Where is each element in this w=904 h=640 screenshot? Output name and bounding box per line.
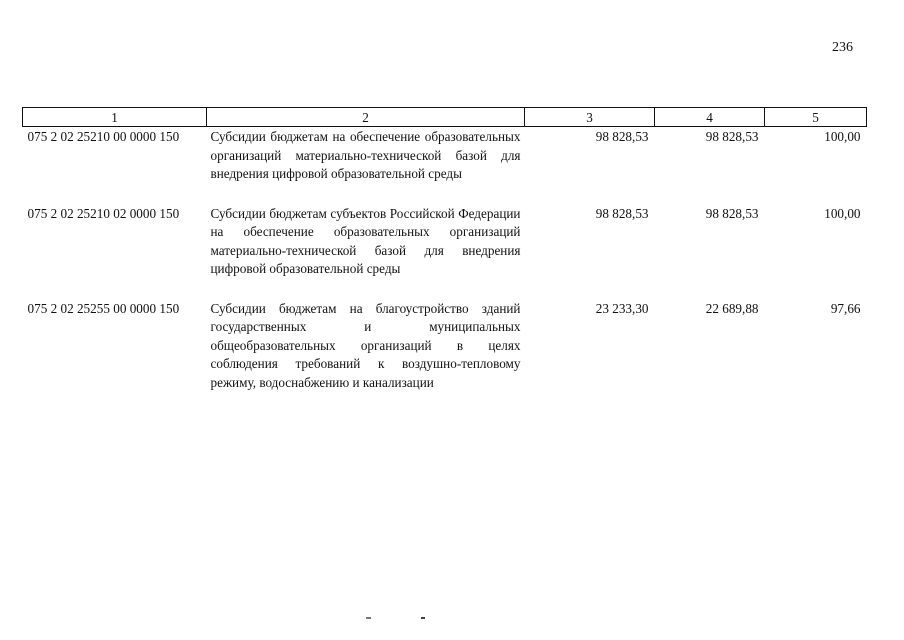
value-col5: 100,00 bbox=[824, 205, 861, 221]
header-cell-1: 1 bbox=[23, 108, 207, 127]
value-col3: 23 233,30 bbox=[595, 300, 649, 316]
row-description: Субсидии бюджетам на обеспечение образовательных организаций материально-технической базой для внедрения цифровой образовательной среды bbox=[210, 129, 521, 181]
table-row bbox=[23, 204, 867, 279]
value-col3: 98 828,53 bbox=[595, 129, 649, 144]
table-body bbox=[23, 127, 867, 393]
scan-dot bbox=[366, 617, 371, 619]
row-spacer bbox=[23, 279, 867, 299]
budget-code: 075 2 02 25210 00 0000 150 bbox=[27, 129, 180, 144]
header-cell-4: 4 bbox=[655, 108, 765, 127]
table-row bbox=[23, 127, 867, 184]
value-col5: 100,00 bbox=[824, 129, 861, 144]
value-col4: 98 828,53 bbox=[705, 129, 759, 144]
row-spacer bbox=[23, 184, 867, 204]
header-cell-5: 5 bbox=[765, 108, 867, 127]
value-col3: 98 828,53 bbox=[595, 205, 649, 221]
table-row bbox=[23, 299, 867, 393]
value-col5: 97,66 bbox=[830, 300, 861, 316]
page-number: 236 bbox=[832, 40, 853, 55]
budget-code: 075 2 02 25255 00 0000 150 bbox=[27, 300, 180, 316]
budget-table bbox=[22, 107, 867, 392]
row-description: Субсидии бюджетам на благоустройство зданий государственных и муниципальных общеобразовательных организаций в целях соблюдения требований к воздушно-тепловому режиму, водоснабжению и канализации bbox=[210, 300, 521, 390]
value-col4: 98 828,53 bbox=[705, 205, 759, 221]
header-cell-3: 3 bbox=[525, 108, 655, 127]
scan-dash bbox=[421, 617, 425, 619]
header-cell-2: 2 bbox=[207, 108, 525, 127]
value-col4: 22 689,88 bbox=[705, 300, 759, 316]
scan-artifacts bbox=[366, 611, 425, 622]
budget-table-container bbox=[22, 107, 866, 392]
table-header bbox=[23, 108, 867, 127]
row-description: Субсидии бюджетам субъектов Российской Федерации на обеспечение образовательных организаций материально-технической базой для внедрения цифровой образовательной среды bbox=[210, 205, 521, 276]
budget-code: 075 2 02 25210 02 0000 150 bbox=[27, 205, 180, 221]
header-row bbox=[23, 108, 867, 127]
